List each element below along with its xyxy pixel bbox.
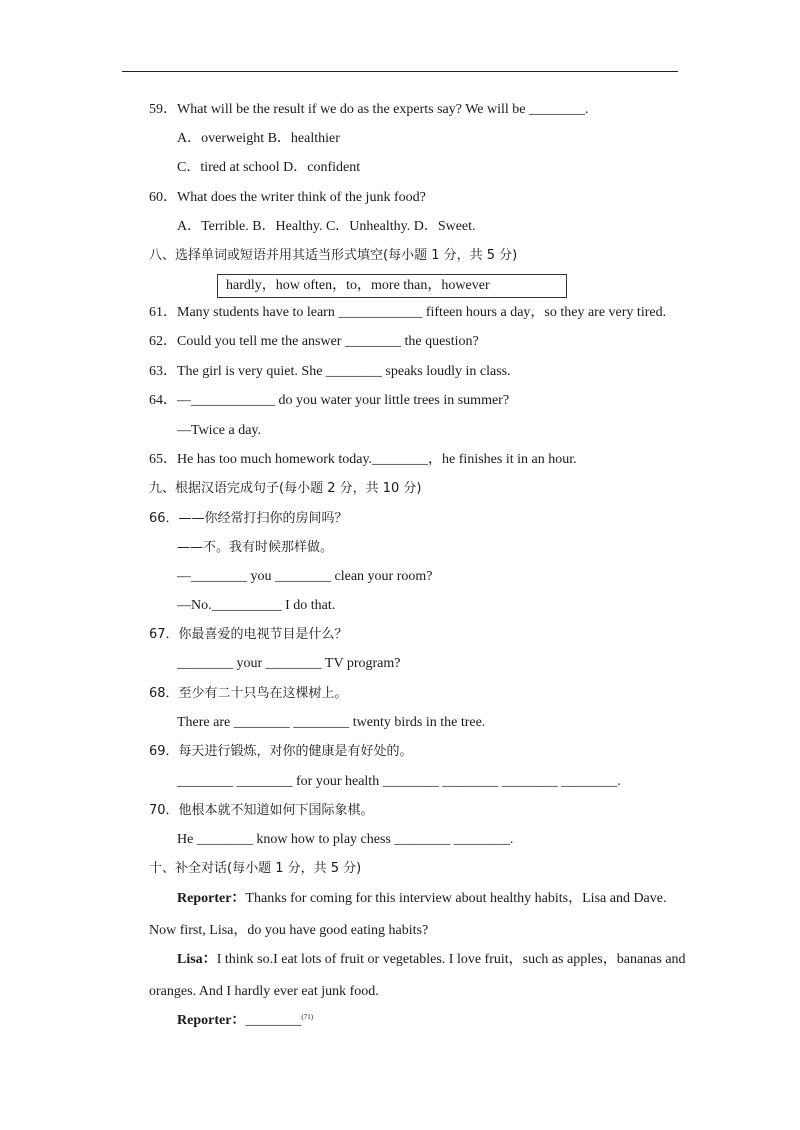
q63: 63．The girl is very quiet. She ________ speaks loudly in class. (149, 364, 511, 379)
q69-english: ________ ________ for your health ________ ________ ________ ________. (177, 774, 621, 789)
q64-answer: —Twice a day. (177, 423, 262, 438)
dialogue-reporter-2 (177, 1012, 313, 1030)
word-box-text: hardly，how often，to，more than，however (226, 278, 490, 293)
q65: 65．He has too much homework today.________，he finishes it in an hour. (149, 452, 577, 467)
q66-chinese-question: 66．——你经常打扫你的房间吗？ (149, 511, 348, 526)
word-box (217, 274, 567, 298)
q66-chinese-answer: ——不。我有时候那样做。 (177, 540, 334, 555)
blank-71-number: (71) (301, 1013, 314, 1021)
q59-options-ab: A．overweight B．healthier (177, 131, 340, 146)
lisa-line-1a: I think so.I eat lots of fruit or vegetables. I love fruit，such as apples，bananas and (216, 952, 686, 967)
q70-english: He ________ know how to play chess ________ ________. (177, 832, 514, 847)
section10-heading: 十、补全对话(每小题 1 分，共 5 分) (149, 861, 362, 876)
q70-chinese: 70．他根本就不知道如何下国际象棋。 (149, 803, 374, 818)
q59-options-cd: C．tired at school D．confident (177, 160, 361, 175)
section8-heading: 八、选择单词或短语并用其适当形式填空(每小题 1 分，共 5 分) (149, 248, 518, 263)
speaker-reporter-2: Reporter： (177, 1013, 246, 1028)
speaker-lisa: Lisa： (177, 952, 217, 967)
reporter-line-1b: Now first, Lisa，do you have good eating habits? (149, 923, 429, 938)
q68-chinese: 68．至少有二十只鸟在这棵树上。 (149, 686, 348, 701)
q59-stem: 59．What will be the result if we do as the experts say? We will be ________. (149, 102, 589, 117)
q67-chinese: 67．你最喜爱的电视节目是什么？ (149, 627, 348, 642)
speaker-reporter: Reporter： (177, 891, 246, 906)
dialogue-lisa-1 (177, 951, 686, 969)
q62: 62．Could you tell me the answer ________ the question? (149, 334, 479, 349)
q68-english: There are ________ ________ twenty birds in the tree. (177, 715, 486, 730)
lisa-line-1b: oranges. And I hardly ever eat junk food. (149, 984, 379, 999)
section9-heading: 九、根据汉语完成句子(每小题 2 分，共 10 分) (149, 481, 422, 496)
q60-stem: 60．What does the writer think of the junk food? (149, 190, 426, 205)
q60-options: A．Terrible. B．Healthy. C．Unhealthy. D．Sweet. (177, 219, 476, 234)
q67-english: ________ your ________ TV program? (177, 656, 401, 671)
header-rule (122, 71, 678, 72)
blank-71: ________ (245, 1013, 302, 1028)
q69-chinese: 69．每天进行锻炼，对你的健康是有好处的。 (149, 744, 413, 759)
q66-english-answer: —No.__________ I do that. (177, 598, 336, 613)
dialogue-reporter-1 (177, 890, 666, 908)
reporter-line-1a: Thanks for coming for this interview about healthy habits，Lisa and Dave. (245, 891, 667, 906)
q64-question: 64．—____________ do you water your little trees in summer? (149, 393, 510, 408)
q66-english-question: —________ you ________ clean your room? (177, 569, 433, 584)
q61: 61．Many students have to learn ____________ fifteen hours a day，so they are very tired. (149, 305, 667, 320)
